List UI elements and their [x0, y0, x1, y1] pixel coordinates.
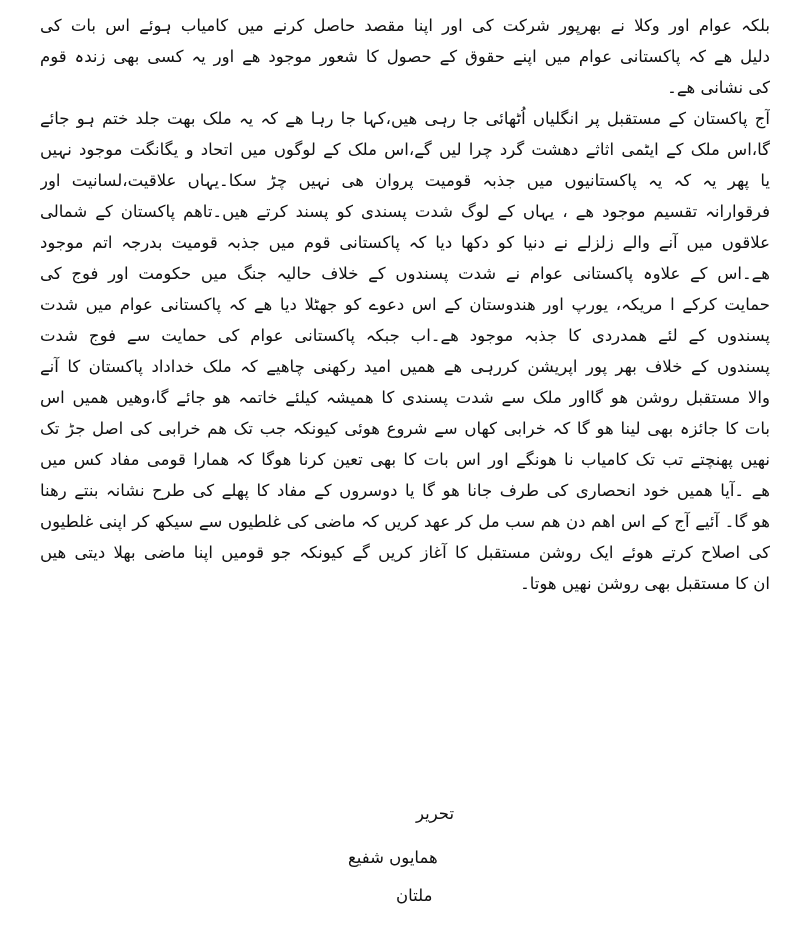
text-line: پسندوں کے لئے ھمدردی کا جذبہ موجود ھے۔اب جبکہ پاکستانی عوام کی حمایت سے فوج شدت [40, 326, 770, 345]
text-line: حمایت کرکے ا مریکہ، یورپ اور ھندوستان کے اس دعوے کو جھٹلا دیا ھے کہ پاکستانی عوام میں شدت [40, 295, 770, 314]
text-line: کی اصلاح کرتے ھوئے ایک روشن مستقبل کا آغاز کریں گے کیونکہ جو قومیں اپنا ماضی بھلا دیتی ھیں [40, 543, 770, 562]
article-body [40, 10, 770, 599]
text-line: ھے۔اس کے علاوہ پاکستانی عوام نے شدت پسندوں کے خلاف حالیہ جنگ میں حکومت اور فوج کی [40, 264, 770, 283]
author-city: ملتان [396, 886, 433, 905]
text-line: بات کا جائزہ بھی لینا ھو گا کہ خرابی کھاں سے شروع ھوئی کیونکہ جب تک ھم خرابی کی اصل جڑ تک [40, 419, 770, 438]
signature-label: تحریر [416, 804, 455, 823]
text-line: فرقوارانہ تقسیم موجود ھے ، یہاں کے لوگ شدت پسندی کو پسند کرتے ھیں۔تاھم پاکستان کے شمالی [40, 202, 770, 221]
text-line: ان کا مستقبل بھی روشن نھیں ھوتا۔ [520, 574, 770, 593]
text-line: گا،اس ملک کے ایٹمی اثاثے دھشت گرد چرا لیں گے،اس ملک کے لوگوں میں اتحاد و یگانگت موجود نہیں [40, 140, 770, 159]
text-line: والا مستقبل روشن ھو گااور ملک سے شدت پسندی کا ھمیشہ کیلئے خاتمہ ھو جائے گا،وھیں ھمیں اس [40, 388, 770, 407]
text-line: پسندوں کے خلاف بھر پور اپریشن کررہی ھے ھمیں امید رکھنی چاھیے کہ ملک خداداد پاکستان کا آنے [40, 357, 770, 376]
text-line: ھے ۔آیا ھمیں خود انحصاری کی طرف جانا ھو گا یا دوسروں کے مفاد کا پھلے کی طرح نشانہ بنتے رھنا [40, 481, 770, 500]
text-line: آج پاکستان کے مستقبل پر انگلیاں اُٹھائی جا رہی ھیں،کہا جا رہا ھے کہ یہ ملک بھت جلد ختم ہو جائے [40, 109, 770, 128]
text-line: دلیل ھے کہ پاکستانی عوام میں اپنے حقوق کے حصول کا شعور موجود ھے اور یہ کسی بھی زندہ قوم [40, 47, 770, 66]
text-line: علاقوں میں آنے والے زلزلے نے دنیا کو دکھا دیا کہ پاکستانی قوم میں جذبہ قومیت بدرجہ اتم موجود [40, 233, 770, 252]
text-line: نھیں پھنچتے تب تک کامیاب نا ھونگے اور اس بات کا بھی تعین کرنا ھوگا کہ ھمارا قومی مفاد کس میں [40, 450, 770, 469]
text-line: یا پھر یہ کہ یہ پاکستانیوں میں جذبہ قومیت پروان ھی نہیں چڑ سکا۔یہاں علاقیت،لسانیت اور [40, 171, 770, 190]
text-line: ھو گا۔ آئیے آج کے اس اھم دن ھم سب مل کر عھد کریں کہ ماضی کی غلطیوں سے سیکھ کر اپنی غلطیوں [40, 512, 770, 531]
text-line: بلکہ عوام اور وکلا نے بھرپور شرکت کی اور اپنا مقصد حاصل کرنے میں کامیاب ہوئے اس بات کی [40, 16, 770, 35]
author-name: ھمایوں شفیع [348, 848, 438, 867]
text-line: کی نشانی ھے۔ [667, 78, 770, 97]
